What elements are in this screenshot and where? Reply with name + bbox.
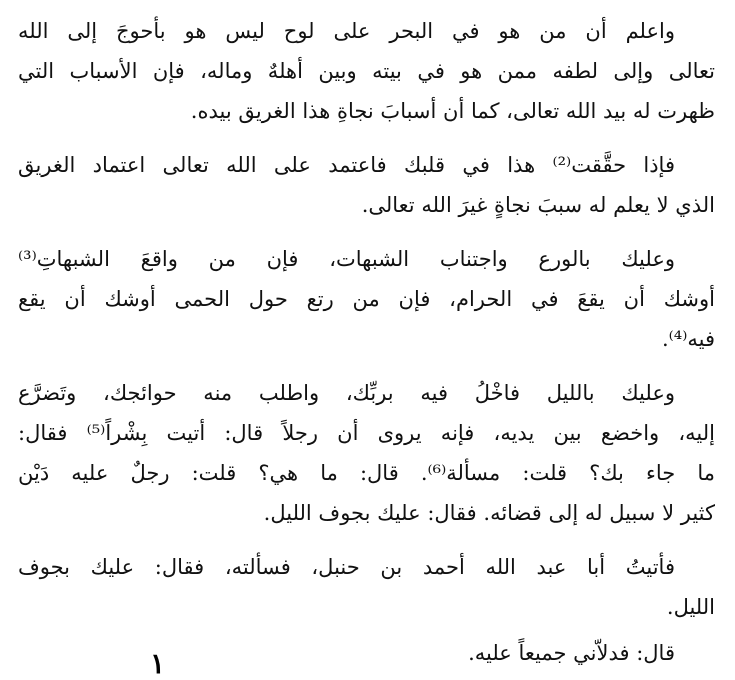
text-line: فيه⁽⁴⁾. (661, 327, 715, 351)
text-line: إليه، واخضع بين يديه، فإنه يروى أن رجلاً قال: أتيت بِشْراً⁽⁵⁾ فقال: (18, 421, 715, 445)
text-line: الذي لا يعلم له سببَ نجاةٍ غيرَ الله تعالى. (361, 193, 715, 217)
text-line: كثير لا سبيل له إلى قضائه. فقال: عليك بجوف الليل. (263, 501, 715, 525)
text-line: وعليك بالورع واجتناب الشبهات، فإن من واقعَ الشبهاتِ⁽³⁾ (18, 247, 675, 271)
text-line: واعلم أن من هو في البحر على لوح ليس هو بأحوجَ إلى الله (18, 19, 675, 43)
text-line: ما جاء بك؟ قلت: مسألة⁽⁶⁾. قال: ما هي؟ قلت: رجلٌ عليه دَيْن (18, 461, 715, 485)
text-line: الليل. (666, 595, 715, 619)
text-line: تعالى وإلى لطفه ممن هو في بيته وبين أهلهٌ وماله، فإن الأسباب التي (18, 59, 715, 83)
text-line: أوشك أن يقعَ في الحرام، فإن من رتع حول الحمى أوشك أن يقع (18, 287, 715, 311)
page-mark: ١ (150, 647, 166, 680)
text-line: قال: فدلاّني جميعاً عليه. (468, 641, 675, 665)
text-line: فإذا حقَّقت⁽²⁾ هذا في قلبك فاعتمد على الله تعالى اعتماد الغريق (18, 153, 675, 177)
text-line: وعليك بالليل فاخْلُ فيه بربِّك، واطلب منه حوائجك، وتَضرَّع (18, 381, 675, 405)
text-line: فأتيتُ أبا عبد الله أحمد بن حنبل، فسألته، فقال: عليك بجوف (18, 555, 675, 579)
text-line: ظهرت له بيد الله تعالى، كما أن أسبابَ نجاةِ هذا الغريق بيده. (190, 99, 715, 123)
